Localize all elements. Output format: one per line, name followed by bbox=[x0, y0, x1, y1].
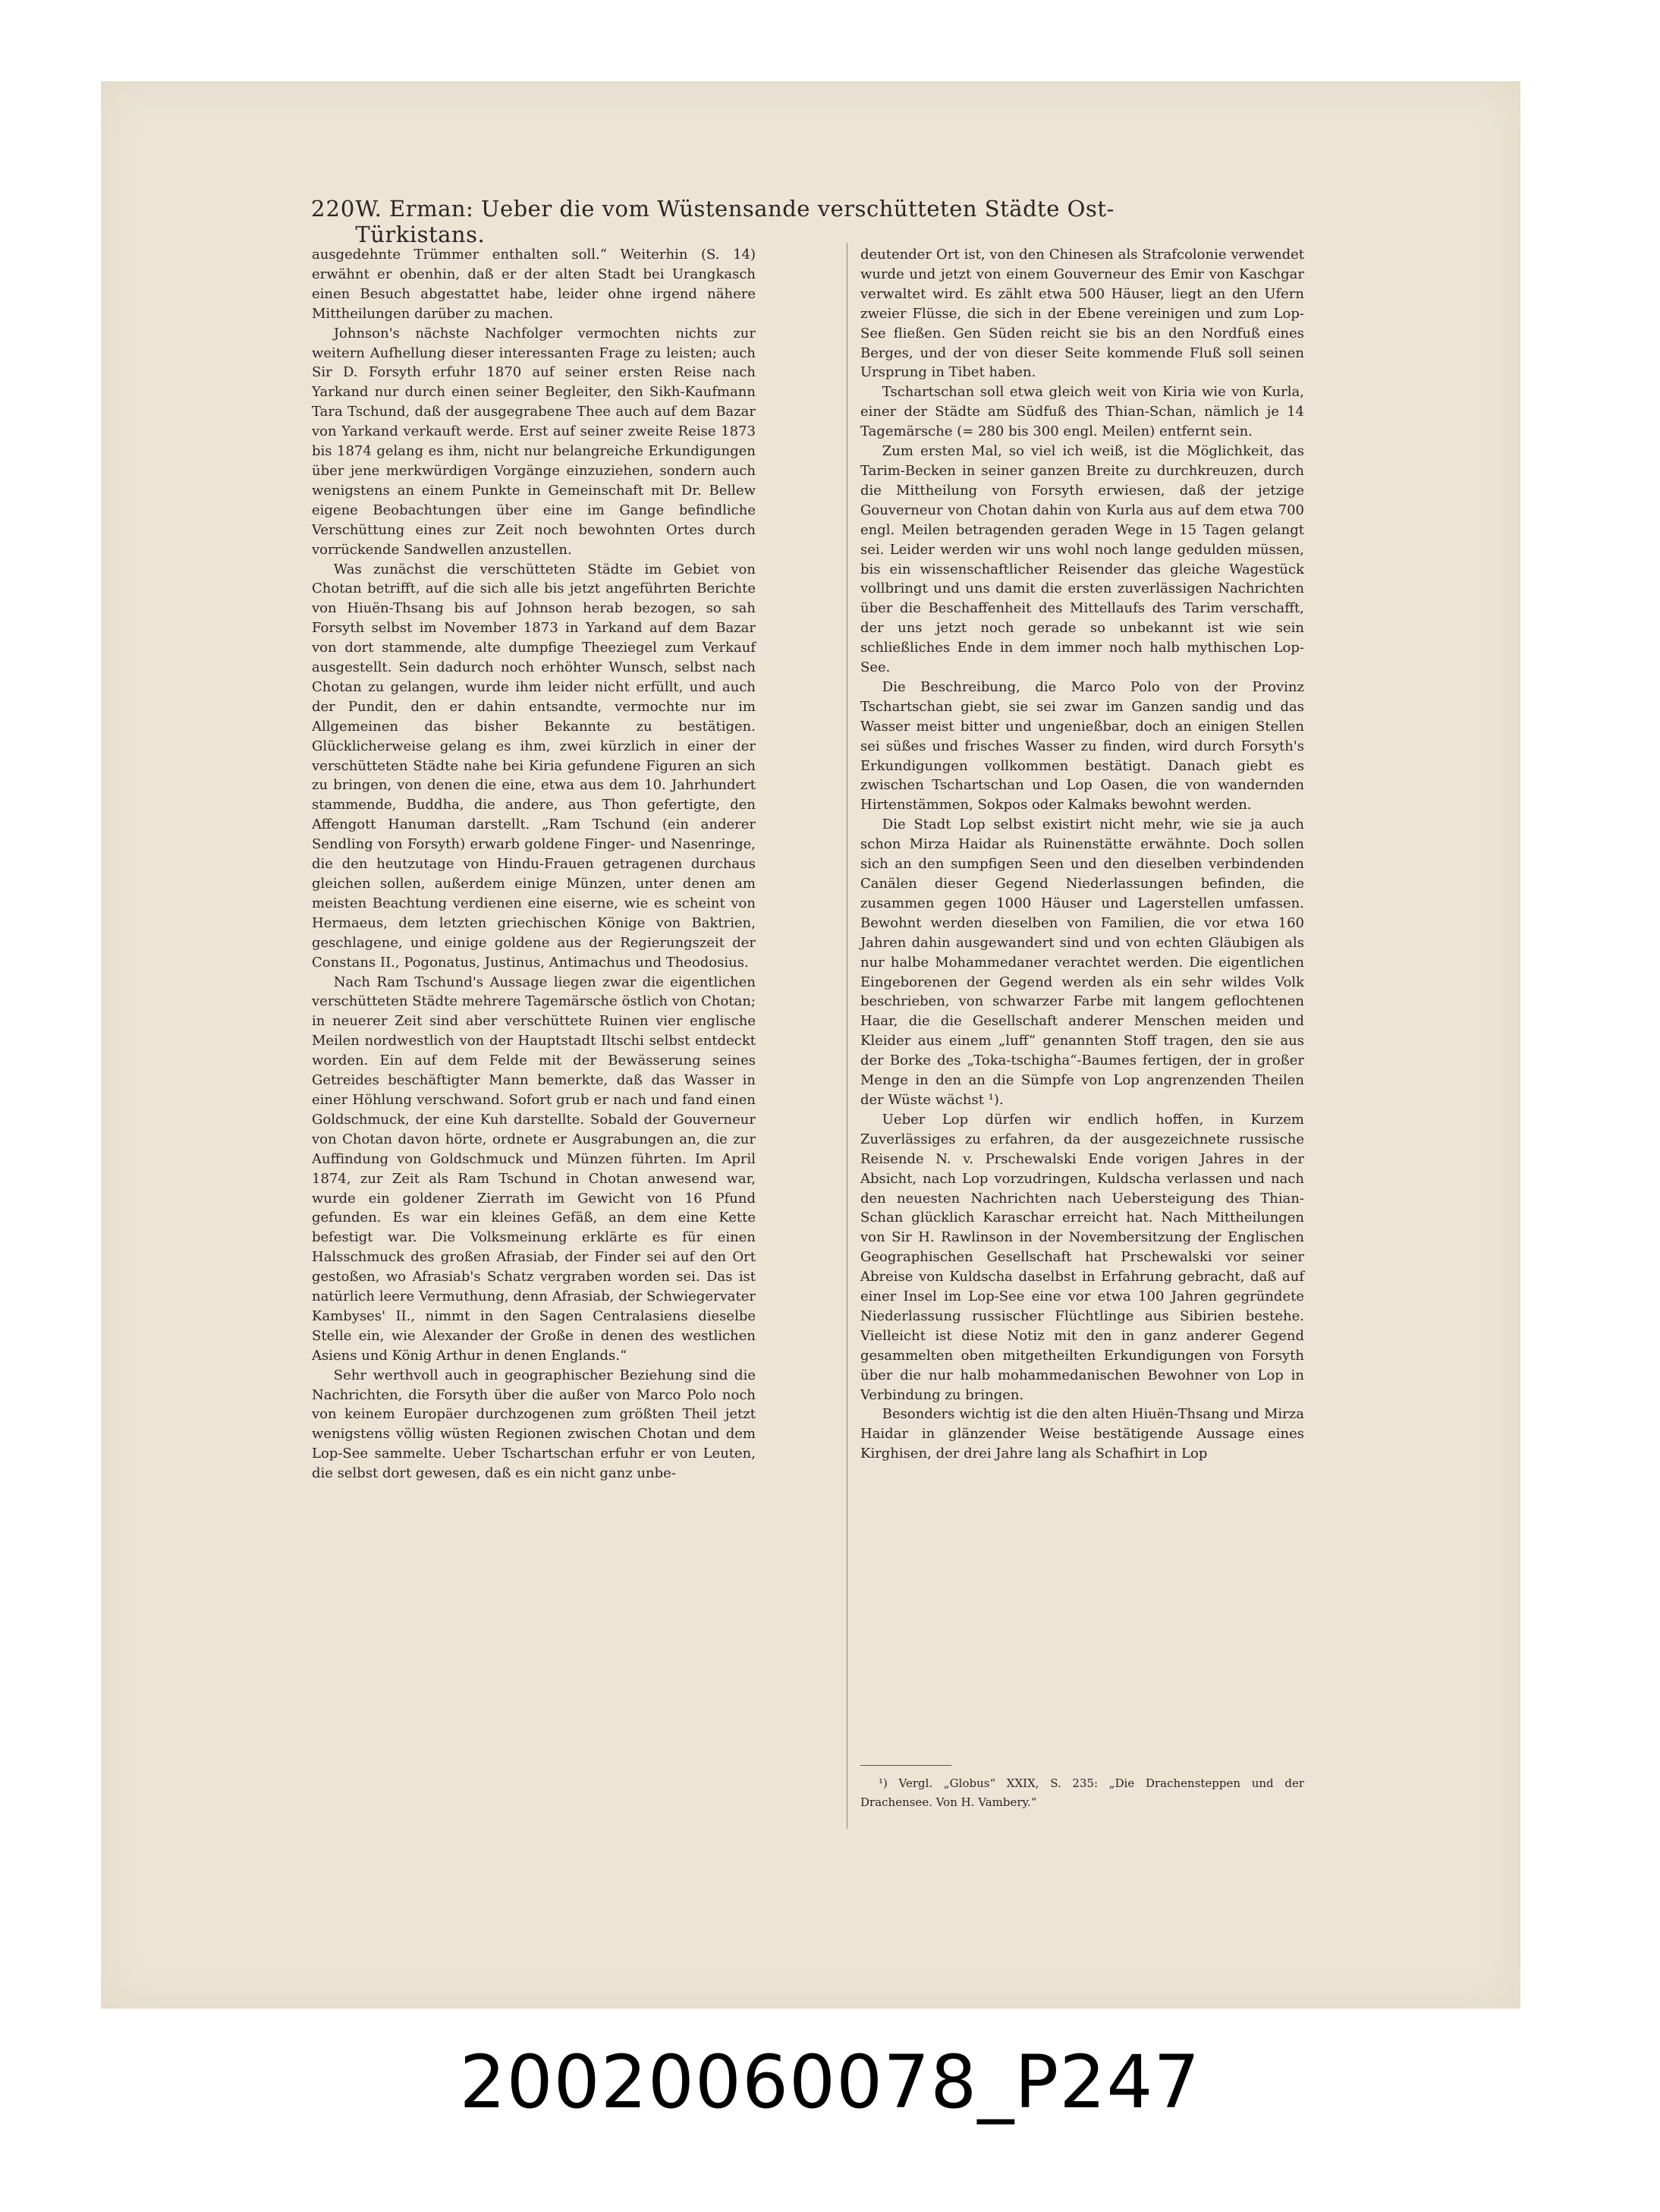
footnote-divider bbox=[860, 1765, 951, 1766]
paragraph: Tschartschan soll etwa gleich weit von Kiria wie von Kurla, einer der Städte am Südfuß des Thian-Schan, nämlich je 14 Tagemärsche (= 280 bis 300 engl. Meilen) entfernt sein. bbox=[860, 384, 1304, 440]
paragraph: Nach Ram Tschund's Aussage liegen zwar die eigentlichen verschütteten Städte mehrere Tagemärsche östlich von Chotan; in neuerer Zeit sind aber verschüttete Ruinen vier englische Meilen nordwestlich von der Hauptstadt Iltschi selbst entdeckt worden. Ein auf dem Felde mit der Bewässerung seines Getreides beschäftigter Mann bemerkte, daß das Wasser in einer Höhlung verschwand. Sofort grub er nach und fand einen Goldschmuck, der eine Kuh darstellte. Sobald der Gouverneur von Chotan davon hörte, ordnete er Ausgrabungen an, die zur Auffindung von Goldschmuck und Münzen führten. Im April 1874, zur Zeit als Ram Tschund in Chotan anwesend war, wurde ein goldener Zierrath im Gewicht von 16 Pfund gefunden. Es war ein kleines Gefäß, an dem eine Kette befestigt war. Die Volksmeinung erklärte es für einen Halsschmuck des großen Afrasiab, der Finder sei auf den Ort gestoßen, wo Afrasiab's Schatz vergraben worden sei. Das ist natürlich leere Vermuthung, denn Afrasiab, der Schwiegervater Kambyses' II., nimmt in den Sagen Centralasiens dieselbe Stelle ein, wie Alexander der Große in denen des westlichen Asiens und König Arthur in denen Englands.“ bbox=[312, 974, 756, 1364]
paragraph: Die Beschreibung, die Marco Polo von der Provinz Tschartschan giebt, sie sei zwar im Ganzen sandig und das Wasser meist bitter und ungenießbar, doch an einigen Stellen sei süßes und frisches Wasser zu finden, wird durch Forsyth's Erkundigungen vollkommen bestätigt. Danach giebt es zwischen Tschartschan und Lop Oasen, die von wandernden Hirtenstämmen, Sokpos oder Kalmaks bewohnt werden. bbox=[860, 678, 1304, 813]
paragraph: deutender Ort ist, von den Chinesen als Strafcolonie verwendet wurde und jetzt von einem Gouverneur des Emir von Kaschgar verwaltet wird. Es zählt etwa 500 Häuser, liegt an den Ufern zweier Flüsse, die sich in der Ebene vereinigen und zum Lop-See fließen. Gen Süden reicht sie bis an den Nordfuß eines Berges, und der von dieser Seite kommende Fluß soll seinen Ursprung in Tibet haben. bbox=[860, 247, 1304, 381]
running-title: W. Erman: Ueber die vom Wüstensande verschütteten Städte Ost-Türkistans. bbox=[355, 196, 1115, 247]
paragraph: Was zunächst die verschütteten Städte im Gebiet von Chotan betrifft, auf die sich alle bis jetzt angeführten Berichte von Hiuën-Thsang bis auf Johnson herab bezogen, so sah Forsyth selbst im November 1873 in Yarkand auf dem Bazar von dort stammende, alte dumpfige Theeziegel zum Verkauf ausgestellt. Sein dadurch noch erhöhter Wunsch, selbst nach Chotan zu gelangen, wurde ihm leider nicht erfüllt, und auch der Pundit, den er dahin entsandte, vermochte nur im Allgemeinen das bisher Bekannte zu bestätigen. Glücklicherweise gelang es ihm, zwei kürzlich in einer der verschütteten Städte nahe bei Kiria gefundene Figuren an sich zu bringen, von denen die eine, etwa aus dem 10. Jahrhundert stammende, Buddha, die andere, aus Thon gefertigte, den Affengott Hanuman darstellt. „Ram Tschund (ein anderer Sendling von Forsyth) erwarb goldene Finger- und Nasenringe, die den heutzutage von Hindu-Frauen getragenen durchaus gleichen sollen, außerdem einige Münzen, unter denen am meisten Beachtung verdienen eine eiserne, wie es scheint von Hermaeus, dem letzten griechischen Könige von Baktrien, geschlagene, und einige goldene aus der Regierungszeit der Constans II., Pogonatus, Justinus, Antimachus und Theodosius. bbox=[312, 561, 756, 971]
left-column bbox=[312, 245, 756, 1484]
paragraph: Besonders wichtig ist die den alten Hiuën-Thsang und Mirza Haidar in glänzender Weise bestätigende Aussage eines Kirghisen, der drei Jahre lang als Schafhirt in Lop bbox=[860, 1406, 1304, 1462]
paragraph: Zum ersten Mal, so viel ich weiß, ist die Möglichkeit, das Tarim-Becken in seiner ganzen Breite zu durchkreuzen, durch die Mittheilung von Forsyth erwiesen, daß der jetzige Gouverneur von Chotan dahin von Kurla aus auf dem etwa 700 engl. Meilen betragenden geraden Wege in 15 Tagen gelangt sei. Leider werden wir uns wohl noch lange gedulden müssen, bis ein wissenschaftlicher Reisender das gleiche Wagestück vollbringt und uns damit die ersten zuverlässigen Nachrichten über die Beschaffenheit des Mittellaufs des Tarim verschafft, der uns jetzt noch gerade so unbekannt ist wie sein schließliches Ende in dem immer noch halb mythischen Lop-See. bbox=[860, 443, 1304, 676]
running-header bbox=[311, 196, 1228, 247]
paragraph: Johnson's nächste Nachfolger vermochten nichts zur weitern Aufhellung dieser interessanten Frage zu leisten; auch Sir D. Forsyth erfuhr 1870 auf seiner ersten Reise nach Yarkand nur durch einen seiner Begleiter, den Sikh-Kaufmann Tara Tschund, daß der ausgegrabene Thee auch auf dem Bazar von Yarkand verkauft werde. Erst auf seiner zweite Reise 1873 bis 1874 gelang es ihm, nicht nur belangreiche Erkundigungen über jene merkwürdigen Vorgänge einzuziehen, sondern auch wenigstens an einem Punkte in Gemeinschaft mit Dr. Bellew eigene Beobachtungen über eine im Gange befindliche Verschüttung eines zur Zeit noch bewohnten Ortes durch vorrückende Sandwellen anzustellen. bbox=[312, 325, 756, 558]
page-number: 220 bbox=[311, 196, 356, 222]
footnote: ¹) Vergl. „Globus“ XXIX, S. 235: „Die Drachensteppen und der Drachensee. Von H. Vambery.“ bbox=[860, 1776, 1304, 1809]
paragraph: Die Stadt Lop selbst existirt nicht mehr, wie sie ja auch schon Mirza Haidar als Ruinenstätte erwähnte. Doch sollen sich an den sumpfigen Seen und den dieselben verbindenden Canälen dieser Gegend Niederlassungen befinden, die zusammen gegen 1000 Häuser und Lagerstellen umfassen. Bewohnt werden dieselben von Familien, die vor etwa 160 Jahren dahin ausgewandert sind und von echten Gläubigen als nur halbe Mohammedaner verachtet werden. Die eigentlichen Eingeborenen der Gegend werden als ein sehr wildes Volk beschrieben, von schwarzer Farbe mit langem geflochtenen Haar, die die Gesellschaft anderer Menschen meiden und Kleider aus einem „luff“ genannten Stoff tragen, den sie aus der Borke des „Toka-tschigha“-Baumes fertigen, der in großer Menge in den an die Sümpfe von Lop angrenzenden Theilen der Wüste wächst ¹). bbox=[860, 817, 1304, 1108]
right-column bbox=[860, 245, 1304, 1464]
paragraph: ausgedehnte Trümmer enthalten soll.“ Weiterhin (S. 14) erwähnt er obenhin, daß er der alten Stadt bei Urangkasch einen Besuch abgestattet habe, leider ohne irgend nähere Mittheilungen darüber zu machen. bbox=[312, 247, 756, 322]
paragraph: Ueber Lop dürfen wir endlich hoffen, in Kurzem Zuverlässiges zu erfahren, da der ausgezeichnete russische Reisende N. v. Prschewalski Ende vorigen Jahres in der Absicht, nach Lop vorzudringen, Kuldscha verlassen und nach den neuesten Nachrichten nach Uebersteigung des Thian-Schan glücklich Karaschar erreicht hat. Nach Mittheilungen von Sir H. Rawlinson in der Novembersitzung der Englischen Geographischen Gesellschaft hat Prschewalski vor seiner Abreise von Kuldscha daselbst in Erfahrung gebracht, daß auf einer Insel im Lop-See eine vor etwa 100 Jahren gegründete Niederlassung russischer Flüchtlinge aus Sibirien bestehe. Vielleicht ist diese Notiz mit den in ganz anderer Gegend gesammelten oben mitgetheilten Erkundigungen von Forsyth über die nur halb mohammedanischen Bewohner von Lop in Verbindung zu bringen. bbox=[860, 1111, 1304, 1403]
scan-identifier-caption: 20020060078_P247 bbox=[459, 2040, 1201, 2125]
paragraph: Sehr werthvoll auch in geographischer Beziehung sind die Nachrichten, die Forsyth über die außer von Marco Polo noch von keinem Europäer durchzogenen zum größten Theil jetzt wenigstens völlig wüsten Regionen zwischen Chotan und dem Lop-See sammelte. Ueber Tschartschan erfuhr er von Leuten, die selbst dort gewesen, daß es ein nicht ganz unbe- bbox=[312, 1367, 756, 1482]
